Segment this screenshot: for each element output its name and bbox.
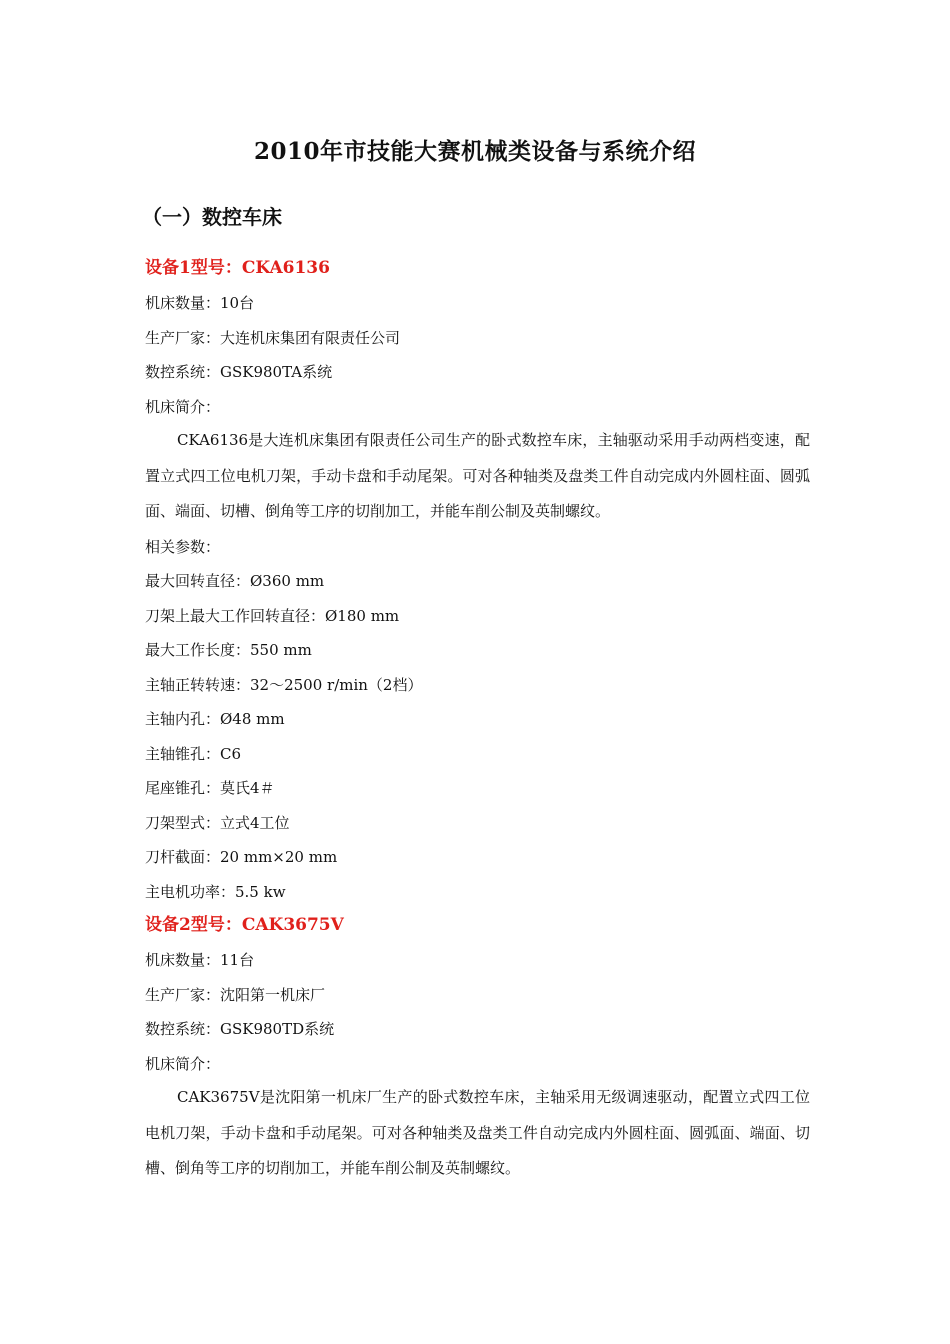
device-2-cnc-system: 数控系统：GSK980TD系统 [145, 1020, 335, 1038]
device-1-intro-label: 机床简介： [145, 397, 221, 416]
device-1-params-label: 相关参数： [145, 537, 221, 556]
param-tool-post-type: 刀架型式：立式4工位 [145, 813, 290, 832]
param-main-motor-power: 主电机功率：5.5 kw [145, 882, 286, 901]
param-max-swing-diameter: 最大回转直径：Ø360 mm [145, 572, 325, 590]
section-heading: （一）数控车床 [142, 205, 282, 229]
document-body [145, 254, 810, 1187]
param-max-work-length: 最大工作长度：550 mm [145, 641, 312, 659]
device-1-title: 设备1型号：CKA6136 [145, 258, 330, 278]
device-2-title: 设备2型号：CAK3675V [145, 915, 344, 935]
device-2-quantity: 机床数量：11台 [145, 951, 255, 969]
document-title: 2010年市技能大赛机械类设备与系统介绍 [253, 138, 696, 165]
device-2-intro-label: 机床简介： [145, 1054, 221, 1073]
device-1-cnc-system: 数控系统：GSK980TA系统 [145, 363, 333, 381]
param-spindle-bore: 主轴内孔：Ø48 mm [145, 710, 285, 728]
param-tailstock-taper: 尾座锥孔：莫氏4＃ [145, 779, 275, 797]
device-1-manufacturer: 生产厂家：大连机床集团有限责任公司 [145, 328, 401, 347]
device-2-intro-paragraph: CAK3675V是沈阳第一机床厂生产的卧式数控车床，主轴采用无级调速驱动，配置立式四工位电机刀架，手动卡盘和手动尾架。可对各种轴类及盘类工件自动完成内外圆柱面、圆弧面、端面、切槽、倒角等工序的切削加工，并能车削公制及英制螺纹。 [145, 1088, 810, 1177]
param-spindle-speed: 主轴正转转速：32～2500 r/min（2档） [145, 675, 423, 694]
device-2-manufacturer: 生产厂家：沈阳第一机床厂 [145, 985, 326, 1004]
param-tool-shank-section: 刀杆截面：20 mm×20 mm [145, 848, 338, 866]
param-max-swing-over-carriage: 刀架上最大工作回转直径：Ø180 mm [145, 606, 400, 625]
device-1-intro-paragraph: CKA6136是大连机床集团有限责任公司生产的卧式数控车床，主轴驱动采用手动两档变速，配置立式四工位电机刀架，手动卡盘和手动尾架。可对各种轴类及盘类工件自动完成内外圆柱面、圆弧面、端面、切槽、倒角等工序的切削加工，并能车削公制及英制螺纹。 [145, 431, 810, 520]
device-1-quantity: 机床数量：10台 [145, 294, 255, 312]
param-spindle-taper: 主轴锥孔：C6 [145, 744, 242, 763]
